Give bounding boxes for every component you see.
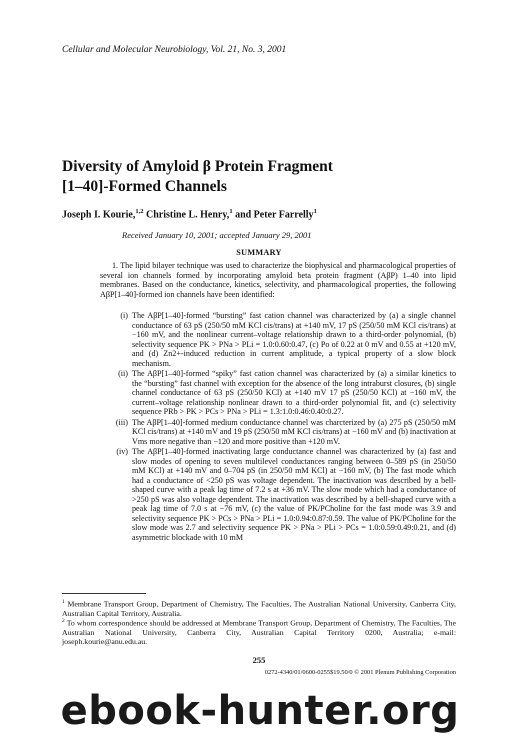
author-list [62,208,317,220]
footnote-2 [62,617,456,646]
journal-citation: Cellular and Molecular Neurobiology, Vol. 21, No. 3, 2001 [62,45,287,55]
summary-intro: 1. The lipid bilayer technique was used to characterize the biophysical and pharmacological properties of several ion channels formed by incorporating amyloid beta protein fragment (AβP) 1–40 into lipid membranes. Based on the conductance, kinetics, selectivity, and pharmacological properties, the following AβP[1–40]-formed ion channels have been identified: [100,261,456,299]
received-dates: Received January 10, 2001; accepted January 29, 2001 [122,230,312,240]
list-item [100,447,456,542]
list-item [100,369,456,417]
watermark-banner: ebook-hunter.org [60,688,460,734]
footnote-divider [62,593,146,594]
item-text: The AβP[1–40]-formed “spiky” fast cation channel was characterized by (a) a similar kinetics to the “bursting” fast channel with exception for the absence of the long intraburst closures, (b) single channel conductance of 63 pS (250/50 KCl) at +140 mV 17 pS (250/50 KCl) at −160 mV, the current–voltage relationship nonlinear drawn to a third-order polynomial fit, and (c) selectivity sequence PRb > PK > PCs > PNa > PLi = 1.3:1.0:0.46:0.40:0.27. [132,369,456,416]
author-3: and Peter Farrelly [232,209,314,221]
author-3-affiliation: 1 [313,208,317,215]
title-line-2: [1–40]-Formed Channels [62,178,227,195]
item-number: (iv) [116,447,128,456]
footnote-2-mark: 2 [62,618,65,624]
footnote-1 [62,598,456,618]
footnote-1-mark: 1 [62,599,65,605]
footnote-1-text: Membrane Transport Group, Department of Chemistry, The Faculties, The Australian National University, Canberra City, Australian Capital Territory, Australia. [62,599,456,618]
item-number: (iii) [115,417,128,427]
item-text: The AβP[1–40]-formed medium conductance channel was charcterized by (a) 275 pS (250/50 mM KCl cis/trans) at +140 mV and 19 pS (250/50 mM KCl cis/trans) at −160 mV and (b) inactivation at Vms more negative than −120 and more positive than +120 mV. [132,417,456,446]
author-1-affiliation: 1,2 [135,208,144,215]
list-item [100,418,456,447]
item-number: (ii) [118,369,128,378]
summary-heading: SUMMARY [236,248,282,257]
item-text: The AβP[1–40]-formed inactivating large conductance channel was characterized by (a) fast and slow modes of opening to seven multilevel conductances ranging between 0–589 pS (in 250/50 mM KCl) at +140 mV and 0–704 pS (in 250/50 mM KCl) at −160 mV, (b) The fast mode which had a conductance of <250 pS was voltage dependent. The inactivation was described by a bell-shaped curve with a peak lag time of 7.2 s at +36 mV. The slow mode which had a conductance of >250 pS was also voltage dependent. The inactivation was described by a bell-shaped curve with a peak lag time of 7.0 s at −76 mV, (c) the value of PK/PCholine for the fast mode was 3.9 and selectivity sequence PK > PCs > PNa > PLi = 1.0:0.94:0.87:0.59. The value of PK/PCholine for the slow mode was 2.7 and selectivity sequence PK > PNa > PLi > PCs = 1.0:0.59:0.49:0.21, and (d) asymmetric blockade with 10 mM [132,447,456,542]
list-item [100,311,456,368]
title-line-1: Diversity of Amyloid β Protein Fragment [62,158,333,175]
author-2: Christine L. Henry, [143,209,230,221]
page-number: 255 [252,655,266,665]
item-number: (i) [120,311,128,320]
issn-copyright: 0272-4340/01/0600-0255$19.50/0 © 2001 Plenum Publishing Corporation [264,669,456,676]
footnote-2-text: To whom correspondence should be addressed at Membrane Transport Group, Department of Chemistry, The Faculties, The Australian National University, Canberra City, Australian Capital Territory 0200, Australia; e-mail: joseph.kourie@anu.edu.au. [62,618,456,646]
author-1: Joseph I. Kourie, [62,209,136,221]
item-text: The AβP[1–40]-formed “bursting” fast cation channel was characterized by (a) a single channel conductance of 63 pS (250/50 mM KCl cis/trans) at +140 mV, 17 pS (250/50 mM KCl cis/trans) at −160 mV, and the nonlinear current–voltage relationship drawn to a third-order polynomial, (b) selectivity sequence PK > PNa > PLi = 1.0:0.60:0.47, (c) Po of 0.22 at 0 mV and 0.55 at +120 mV, and (d) Zn2+-induced reduction in current amplitude, a typical property of a slow block mechanism. [132,311,456,368]
channel-list [100,311,456,543]
article-title [62,157,482,197]
author-2-affiliation: 1 [229,208,233,215]
